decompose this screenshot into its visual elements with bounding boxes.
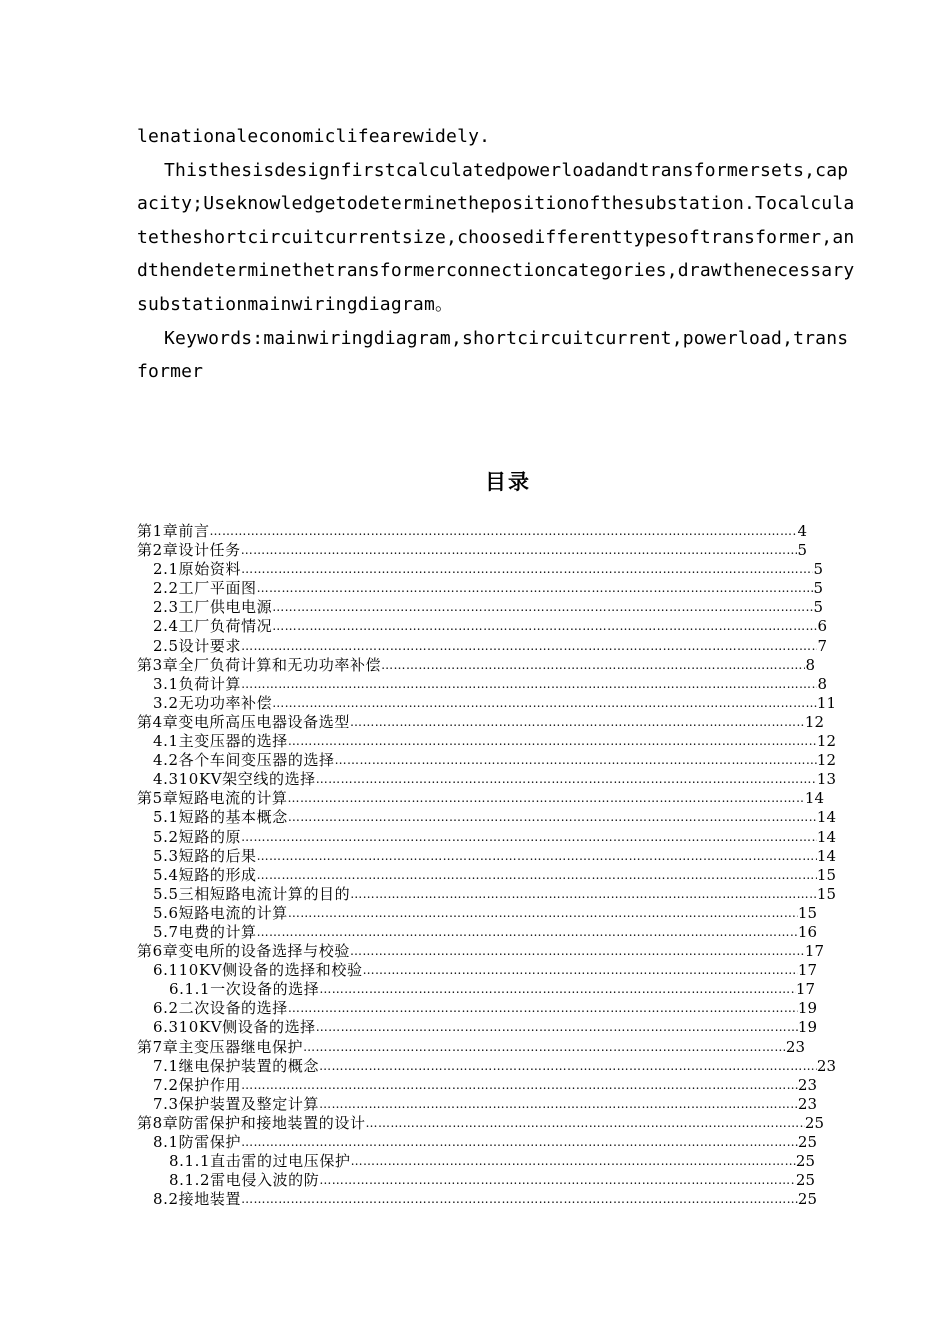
toc-entry[interactable] [137, 522, 807, 541]
toc-entry-page: 25 [797, 1190, 817, 1209]
toc-leader-dots [241, 675, 817, 694]
toc-entry-label: 第4章变电所高压电器设备选型 [137, 712, 350, 731]
toc-entry-label: 8.1防雷保护 [153, 1133, 242, 1151]
toc-entry-label: 5.4短路的形成 [153, 865, 257, 884]
toc-entry-label: 4.1主变压器的选择 [153, 732, 288, 751]
toc-entry[interactable] [137, 980, 815, 999]
toc-leader-dots [241, 560, 813, 579]
toc-leader-dots [335, 751, 817, 770]
toc-entry[interactable] [137, 1152, 815, 1171]
toc-leader-dots [272, 694, 817, 713]
toc-title: 目录 [485, 470, 531, 494]
toc-entry[interactable] [137, 1095, 817, 1114]
toc-entry-page: 14 [804, 789, 824, 808]
toc-entry[interactable] [137, 713, 824, 732]
toc-entry[interactable] [137, 732, 836, 751]
toc-entry-page: 23 [816, 1056, 836, 1075]
toc-entry-page: 6 [817, 617, 827, 636]
toc-entry-page: 13 [816, 770, 836, 789]
abstract-text [137, 120, 859, 389]
toc-entry-page: 11 [816, 693, 836, 712]
toc-leader-dots [319, 1057, 817, 1076]
toc-entry[interactable] [137, 885, 836, 904]
toc-entry[interactable] [137, 789, 824, 808]
toc-entry-page: 12 [804, 712, 824, 731]
toc-leader-dots [272, 617, 817, 636]
toc-leader-dots [288, 789, 805, 808]
abstract-paragraph: Keywords:mainwiringdiagram,shortcircuitcurrent,powerload,transformer [137, 327, 849, 383]
toc-entry-page: 5 [813, 598, 823, 617]
toc-entry[interactable] [137, 999, 817, 1018]
toc-entry[interactable] [137, 1114, 824, 1133]
toc-entry-label: 5.3短路的后果 [153, 846, 257, 865]
toc-entry-label: 6.310KV侧设备的选择 [153, 1018, 316, 1037]
toc-entry-page: 25 [795, 1171, 815, 1190]
toc-entry[interactable] [137, 866, 836, 885]
toc-leader-dots [241, 828, 817, 847]
toc-entry[interactable] [137, 828, 836, 847]
toc-leader-dots [241, 1133, 798, 1152]
toc-leader-dots [210, 522, 798, 541]
toc-entry-label: 4.310KV架空线的选择 [153, 770, 316, 789]
toc-entry-page: 7 [817, 636, 827, 655]
toc-entry-label: 5.2短路的原 [153, 827, 242, 846]
toc-entry[interactable] [137, 579, 823, 598]
toc-entry-page: 25 [797, 1133, 817, 1151]
toc-entry-label: 5.6短路电流的计算 [153, 903, 288, 922]
toc-entry-page: 19 [797, 999, 817, 1018]
toc-leader-dots [257, 579, 814, 598]
toc-entry[interactable] [137, 904, 817, 923]
toc-entry-label: 2.1原始资料 [153, 560, 242, 579]
toc-entry[interactable] [137, 656, 815, 675]
toc-leader-dots [350, 885, 817, 904]
table-of-contents [137, 522, 847, 1209]
toc-leader-dots [351, 1152, 796, 1171]
toc-leader-dots [363, 961, 798, 980]
toc-entry[interactable] [137, 923, 817, 942]
toc-entry-page: 23 [797, 1094, 817, 1113]
toc-entry-label: 第1章前言 [137, 522, 210, 540]
toc-entry-label: 第7章主变压器继电保护 [137, 1037, 304, 1056]
toc-entry-page: 14 [816, 827, 836, 846]
toc-entry-page: 15 [797, 903, 817, 922]
toc-leader-dots [241, 637, 817, 656]
toc-entry-label: 第2章设计任务 [137, 541, 241, 560]
toc-entry-label: 7.1继电保护装置的概念 [153, 1056, 320, 1075]
toc-entry[interactable] [137, 598, 823, 617]
toc-entry-label: 8.1.2雷电侵入波的防 [169, 1171, 320, 1190]
toc-entry-page: 25 [795, 1152, 815, 1171]
toc-entry-page: 16 [797, 922, 817, 941]
toc-entry-page: 5 [813, 560, 823, 579]
toc-entry-label: 3.2无功功率补偿 [153, 693, 273, 712]
toc-entry-label: 6.2二次设备的选择 [153, 999, 288, 1018]
toc-entry-page: 23 [797, 1075, 817, 1094]
toc-entry-page: 19 [797, 1018, 817, 1037]
toc-leader-dots [350, 942, 805, 961]
toc-entry-page: 5 [813, 579, 823, 598]
toc-entry[interactable] [137, 847, 836, 866]
toc-entry-label: 第5章短路电流的计算 [137, 789, 288, 808]
toc-leader-dots [316, 1018, 798, 1037]
toc-entry-label: 5.7电费的计算 [153, 922, 257, 941]
toc-entry-page: 14 [816, 808, 836, 827]
toc-entry[interactable] [137, 694, 836, 713]
toc-entry[interactable] [137, 961, 817, 980]
toc-leader-dots [257, 866, 817, 885]
toc-entry-page: 5 [797, 541, 807, 560]
toc-leader-dots [381, 656, 805, 675]
toc-leader-dots [366, 1114, 805, 1133]
toc-entry-label: 8.2接地装置 [153, 1190, 242, 1209]
toc-entry-page: 23 [785, 1037, 805, 1056]
toc-entry[interactable] [137, 942, 824, 961]
toc-entry-label: 第8章防雷保护和接地装置的设计 [137, 1113, 366, 1132]
toc-entry[interactable] [137, 637, 827, 656]
toc-entry[interactable] [137, 1018, 817, 1037]
toc-leader-dots [241, 541, 798, 560]
toc-leader-dots [350, 713, 805, 732]
toc-leader-dots [319, 1171, 796, 1190]
toc-entry-label: 2.4工厂负荷情况 [153, 617, 273, 636]
toc-leader-dots [241, 1190, 798, 1209]
toc-leader-dots [303, 1038, 786, 1057]
toc-leader-dots [272, 598, 813, 617]
toc-entry-label: 7.3保护装置及整定计算 [153, 1094, 320, 1113]
toc-entry-label: 6.1.1一次设备的选择 [169, 980, 320, 999]
toc-entry-label: 3.1负荷计算 [153, 674, 242, 693]
toc-leader-dots [316, 770, 817, 789]
toc-entry-label: 5.5三相短路电流计算的目的 [153, 884, 351, 903]
toc-entry-page: 12 [816, 732, 836, 751]
toc-leader-dots [257, 847, 817, 866]
toc-entry-label: 6.110KV侧设备的选择和校验 [153, 961, 363, 980]
toc-entry[interactable] [137, 1171, 815, 1190]
toc-entry-page: 25 [804, 1113, 824, 1132]
toc-entry[interactable] [137, 1133, 817, 1152]
toc-entry-label: 2.3工厂供电电源 [153, 598, 273, 617]
toc-leader-dots [319, 980, 796, 999]
toc-entry-label: 7.2保护作用 [153, 1075, 242, 1094]
toc-entry[interactable] [137, 1038, 805, 1057]
toc-entry-page: 12 [816, 751, 836, 770]
toc-entry-label: 第6章变电所的设备选择与校验 [137, 942, 350, 961]
toc-entry-label: 2.5设计要求 [153, 636, 242, 655]
toc-leader-dots [288, 999, 798, 1018]
toc-entry-page: 14 [816, 846, 836, 865]
toc-entry-page: 8 [805, 655, 815, 674]
toc-entry-page: 8 [817, 674, 827, 693]
toc-entry[interactable] [137, 751, 836, 770]
toc-leader-dots [257, 923, 798, 942]
toc-entry[interactable] [137, 675, 827, 694]
toc-entry-label: 2.2工厂平面图 [153, 579, 257, 598]
toc-entry[interactable] [137, 560, 823, 579]
toc-entry[interactable] [137, 1057, 836, 1076]
toc-entry[interactable] [137, 1190, 817, 1209]
toc-leader-dots [288, 808, 817, 827]
toc-entry[interactable] [137, 770, 836, 789]
toc-entry-label: 4.2各个车间变压器的选择 [153, 751, 335, 770]
toc-leader-dots [288, 732, 817, 751]
toc-entry-label: 8.1.1直击雷的过电压保护 [169, 1152, 351, 1171]
toc-entry-page: 17 [795, 980, 815, 999]
toc-entry-label: 第3章全厂负荷计算和无功功率补偿 [137, 655, 382, 674]
toc-entry-page: 4 [797, 522, 807, 540]
toc-leader-dots [241, 1076, 798, 1095]
toc-entry-page: 15 [816, 865, 836, 884]
toc-entry-label: 5.1短路的基本概念 [153, 808, 288, 827]
toc-entry[interactable] [137, 617, 827, 636]
abstract-paragraph: Thisthesisdesignfirstcalculatedpowerloadandtransformersets,capacity;Useknowledgetodeterminethepositionofthesubstation.Tocalculatetheshortcircuitcurrentsize,choosedifferenttypesoftransformer,andthendeterminethetransformerconnectioncategories,drawthenecessarysubstationmainwiringdiagram。 [137, 159, 855, 315]
toc-entry[interactable] [137, 541, 807, 560]
toc-leader-dots [288, 904, 798, 923]
abstract-paragraph: lenationaleconomiclifearewidely. [137, 126, 491, 147]
toc-leader-dots [319, 1095, 798, 1114]
toc-entry[interactable] [137, 808, 836, 827]
toc-entry-page: 17 [804, 942, 824, 961]
toc-entry-page: 15 [816, 884, 836, 903]
toc-entry[interactable] [137, 1076, 817, 1095]
toc-entry-page: 17 [797, 961, 817, 980]
